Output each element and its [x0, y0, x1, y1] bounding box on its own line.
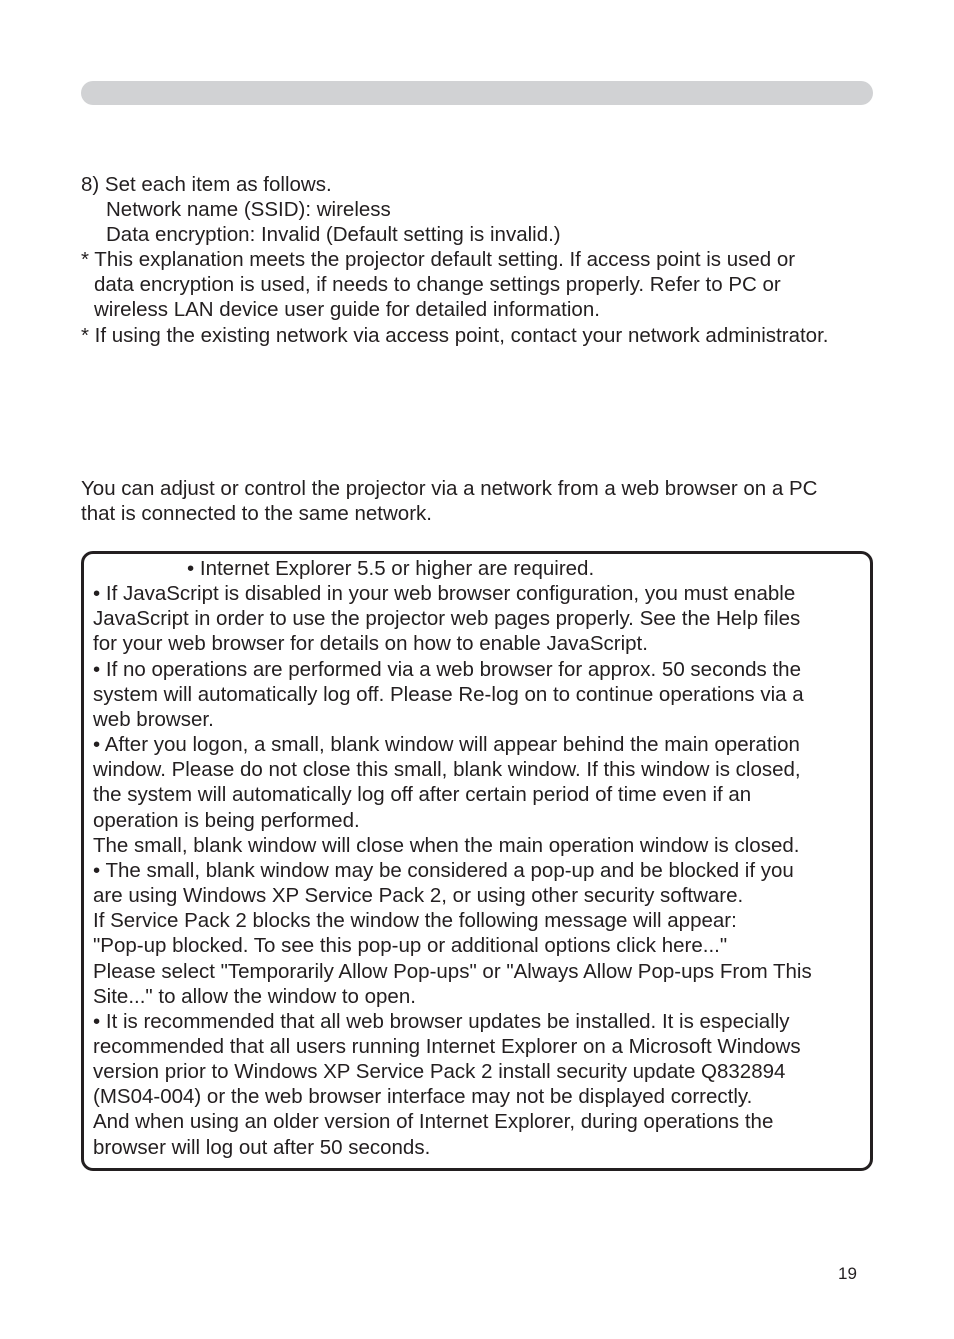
data-encryption-setting: Data encryption: Invalid (Default setting is invalid.) [106, 223, 561, 247]
default-setting-note-line: * This explanation meets the projector default setting. If access point is used or [81, 248, 796, 272]
default-setting-note-line: data encryption is used, if needs to change settings properly. Refer to PC or [94, 273, 781, 297]
note-line: • Internet Explorer 5.5 or higher are required. [187, 557, 595, 580]
note-line: recommended that all users running Internet Explorer on a Microsoft Windows [93, 1034, 801, 1058]
default-setting-note-line: wireless LAN device user guide for detailed information. [94, 298, 600, 322]
note-line: And when using an older version of Internet Explorer, during operations the [93, 1110, 774, 1134]
note-line: "Pop-up blocked. To see this pop-up or additional options click here..." [93, 934, 728, 958]
note-line: • If JavaScript is disabled in your web browser configuration, you must enable [93, 582, 796, 606]
note-line: web browser. [93, 707, 214, 731]
note-line: for your web browser for details on how to enable JavaScript. [93, 632, 648, 656]
intro-line: that is connected to the same network. [81, 502, 432, 526]
note-line: The small, blank window will close when the main operation window is closed. [93, 833, 800, 857]
note-line: JavaScript in order to use the projector web pages properly. See the Help files [93, 607, 801, 631]
setup-step: 8) Set each item as follows. [81, 173, 332, 196]
access-point-note: * If using the existing network via access point, contact your network administrator. [81, 323, 829, 347]
section-header-bar [81, 81, 873, 105]
note-line: (MS04-004) or the web browser interface may not be displayed correctly. [93, 1085, 753, 1109]
note-line: • The small, blank window may be considered a pop-up and be blocked if you [93, 858, 794, 882]
setup-instructions [81, 172, 828, 348]
note-line: • It is recommended that all web browser updates be installed. It is especially [93, 1009, 790, 1033]
note-line: version prior to Windows XP Service Pack 2 install security update Q832894 [93, 1060, 786, 1084]
note-line: Please select "Temporarily Allow Pop-ups" or "Always Allow Pop-ups From This [93, 959, 812, 983]
note-line: are using Windows XP Service Pack 2, or using other security software. [93, 884, 744, 908]
intro-line: You can adjust or control the projector via a network from a web browser on a PC [81, 477, 818, 500]
note-line: • After you logon, a small, blank window will appear behind the main operation [93, 733, 800, 757]
note-line: • If no operations are performed via a web browser for approx. 50 seconds the [93, 657, 801, 681]
network-name-setting: Network name (SSID): wireless [106, 198, 391, 222]
note-line: window. Please do not close this small, blank window. If this window is closed, [93, 758, 801, 782]
page-number: 19 [838, 1264, 857, 1283]
note-box-text [93, 556, 812, 1160]
note-line: operation is being performed. [93, 808, 360, 832]
note-line: Site..." to allow the window to open. [93, 984, 416, 1008]
note-line: browser will log out after 50 seconds. [93, 1135, 431, 1159]
note-line: system will automatically log off. Please Re-log on to continue operations via a [93, 682, 804, 706]
note-line: If Service Pack 2 blocks the window the following message will appear: [93, 909, 737, 933]
note-line: the system will automatically log off after certain period of time even if an [93, 783, 752, 807]
web-control-intro [81, 476, 817, 526]
